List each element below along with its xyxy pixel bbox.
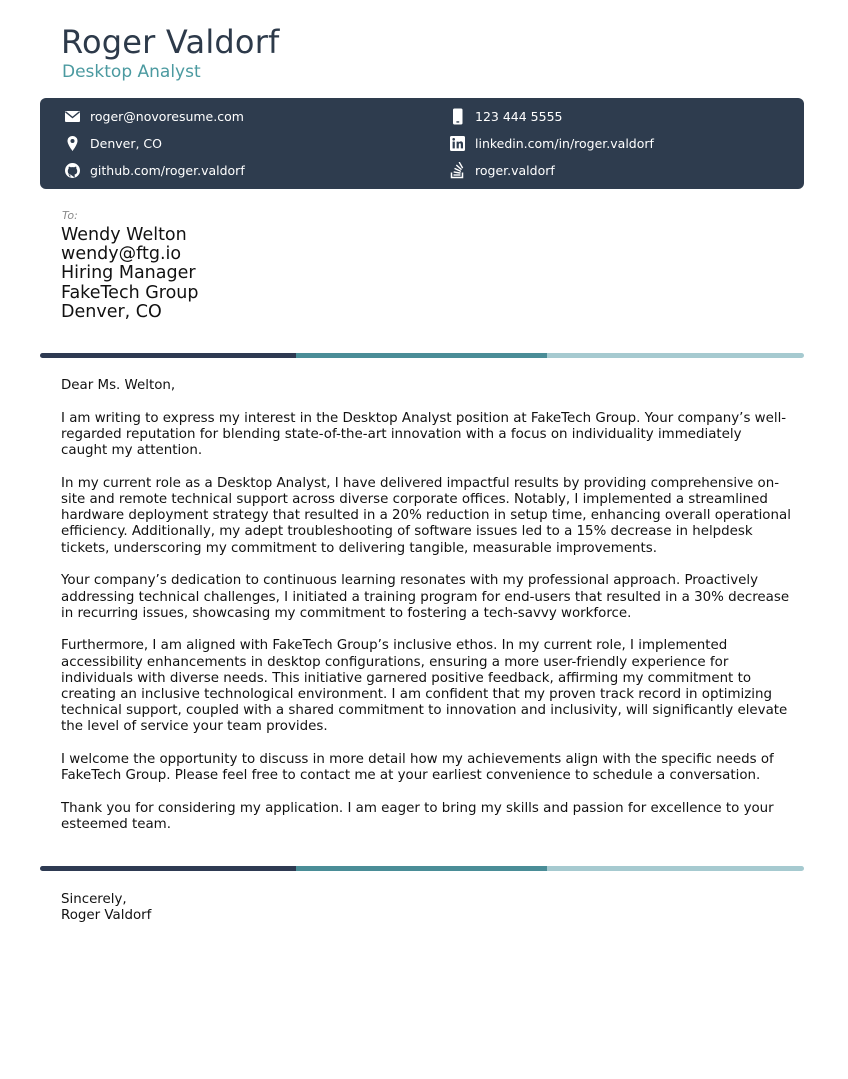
recipient-company: FakeTech Group [61, 282, 199, 303]
section-divider [40, 866, 804, 871]
stackoverflow-icon [449, 162, 466, 179]
linkedin-icon [449, 135, 466, 152]
email-icon [64, 108, 81, 125]
letter-paragraph: In my current role as a Desktop Analyst, I have delivered impactful results by providing comprehensive on-site and remote technical support across diverse corporate offices. Notably, I implemented a streamlined hardware deployment strategy that resulted in a 20% reduction in setup time, enhancing overall operational efficiency. Additionally, my adept troubleshooting of software issues led to a 15% decrease in helpdesk tickets, underscoring my commitment to delivering tangible, measurable improvements. [61, 475, 791, 556]
to-label: To: [62, 209, 78, 222]
applicant-name: Roger Valdorf [61, 23, 280, 61]
contact-bar [40, 98, 804, 189]
contact-stackoverflow[interactable] [449, 160, 555, 180]
contact-linkedin[interactable] [449, 133, 654, 153]
letter-body [61, 378, 791, 850]
recipient-email: wendy@ftg.io [61, 244, 182, 265]
recipient-role: Hiring Manager [61, 263, 196, 284]
contact-phone[interactable] [449, 106, 562, 126]
contact-linkedin-text: linkedin.com/in/roger.valdorf [475, 135, 654, 151]
contact-location [64, 133, 162, 153]
contact-email[interactable] [64, 106, 244, 126]
divider-segment-mid [296, 353, 547, 358]
contact-phone-text: 123 444 5555 [475, 108, 563, 124]
closing-signature: Roger Valdorf [61, 908, 152, 924]
github-icon [64, 162, 81, 179]
section-divider [40, 353, 804, 358]
divider-segment-dark [40, 866, 296, 871]
letter-paragraph: I am writing to express my interest in the Desktop Analyst position at FakeTech Group. Your company’s well-regarded reputation for blending state-of-the-art innovation with a focus on individuality immediately caught my attention. [61, 410, 787, 459]
contact-email-text: roger@novoresume.com [90, 108, 244, 124]
closing-signoff: Sincerely, [61, 892, 127, 907]
applicant-job-title: Desktop Analyst [62, 62, 201, 82]
recipient-name: Wendy Welton [61, 225, 187, 245]
letter-closing [61, 892, 151, 924]
letter-paragraph: I welcome the opportunity to discuss in more detail how my achievements align with the specific needs of FakeTech Group. Please feel free to contact me at your earliest convenience to schedule a conversation. [61, 752, 774, 784]
contact-stackoverflow-text: roger.valdorf [475, 162, 555, 178]
letter-greeting: Dear Ms. Welton, [61, 378, 176, 393]
letter-paragraph: Thank you for considering my application. I am eager to bring my skills and passion for excellence to your esteemed team. [61, 801, 774, 833]
contact-github[interactable] [64, 160, 245, 180]
contact-github-text: github.com/roger.valdorf [90, 162, 245, 178]
location-pin-icon [64, 135, 81, 152]
letter-paragraph: Furthermore, I am aligned with FakeTech Group’s inclusive ethos. In my current role, I implemented accessibility enhancements in desktop configurations, ensuring a more user-friendly experience for individuals with diverse needs. This initiative garnered positive feedback, affirming my commitment to creating an inclusive technological environment. I am confident that my proven track record in optimizing technical support, coupled with a shared commitment to innovation and inclusivity, will significantly elevate the level of service your team provides. [61, 638, 788, 735]
divider-segment-light [547, 353, 804, 358]
phone-icon [449, 108, 466, 125]
recipient-location: Denver, CO [61, 301, 162, 322]
contact-location-text: Denver, CO [90, 135, 162, 151]
divider-segment-light [547, 866, 804, 871]
letter-paragraph: Your company’s dedication to continuous learning resonates with my professional approach. Proactively addressing technical challenges, I initiated a training program for end-users that resulted in a 30% decrease in recurring issues, showcasing my commitment to fostering a tech-savvy workforce. [61, 573, 790, 621]
divider-segment-dark [40, 353, 296, 358]
recipient-block [61, 226, 199, 322]
divider-segment-mid [296, 866, 547, 871]
